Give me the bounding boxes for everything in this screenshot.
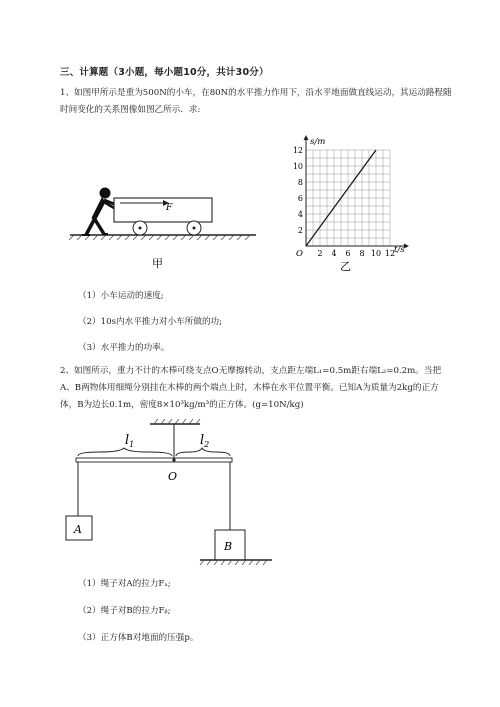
question-2-stem: 2、如图所示，重力不计的木棒可绕支点O无摩擦转动，支点距左端L₁=0.5m距右端L₂=0.2m。当把A、B两物体用细绳分别挂在木棒的两个端点上时，木棒在水平位置平衡。已知A为质量为2kg的正方体，B为边长0.1m，密度8×10³kg/m³的正方体。(g=10N/kg) [60,366,442,410]
x-tick-label: 10 [370,249,382,258]
section-title: 三、计算题（3小题，每小题10分，共计30分） [60,67,269,78]
brace-l1 [78,448,172,456]
q2-item-1: （1）绳子对A的拉力Fₐ; [78,579,171,589]
lever-rod [76,458,232,462]
q1-item-3: （3）水平推力的功率。 [78,343,170,353]
question-1-stem: 1、如图甲所示是重为500N的小车，在80N的水平推力作用下，沿水平地面做直线运动，其运动路程随时间变化的关系图像如图乙所示．求: [60,88,452,115]
origin-label: O [296,249,303,259]
x-tick-label: 2 [317,249,323,258]
pivot-point [172,458,175,461]
y-axis-arrow [304,135,309,140]
block-b-label: B [224,540,233,553]
figure-jia-label: 甲 [152,257,163,270]
y-tick-label: 2 [297,226,303,235]
y-axis-label: s/m [310,137,326,147]
ground-hatching [69,235,250,240]
y-tick-label: 6 [297,194,303,203]
q1-item-1: （1）小车运动的速度; [78,291,164,301]
cart-wheel-right [187,221,201,235]
x-tick-label: 4 [331,249,337,258]
y-tick-label: 8 [297,178,303,187]
pivot-label: O [168,470,178,483]
figure-yi-chart [280,132,420,272]
x-axis-label: t/s [394,245,405,255]
q2-item-2: （2）绳子对B的拉力Fᵦ; [78,606,171,616]
figure-jia [68,180,258,270]
y-tick-label: 4 [297,210,303,219]
person-pushing-icon [82,188,114,235]
block-a-label: A [74,523,82,536]
cart-wheel-left [133,221,147,235]
x-axis-arrow [404,244,409,249]
figure-yi-label: 乙 [340,260,351,272]
q1-item-2: （2）10s内水平推力对小车所做的功; [78,317,223,327]
brace-l2 [176,448,230,456]
y-tick-label: 10 [292,162,303,171]
l1-label: $l_1$ [125,433,135,449]
q2-item-3: （3）正方体B对地面的压强p。 [78,633,199,643]
x-tick-label: 8 [359,249,365,258]
l2-label: $l_2$ [200,433,210,449]
y-tick-label: 12 [292,146,303,155]
x-tick-label: 12 [384,249,396,258]
x-tick-label: 6 [345,249,351,258]
force-label: F [166,203,173,213]
lever-figure [60,418,280,568]
